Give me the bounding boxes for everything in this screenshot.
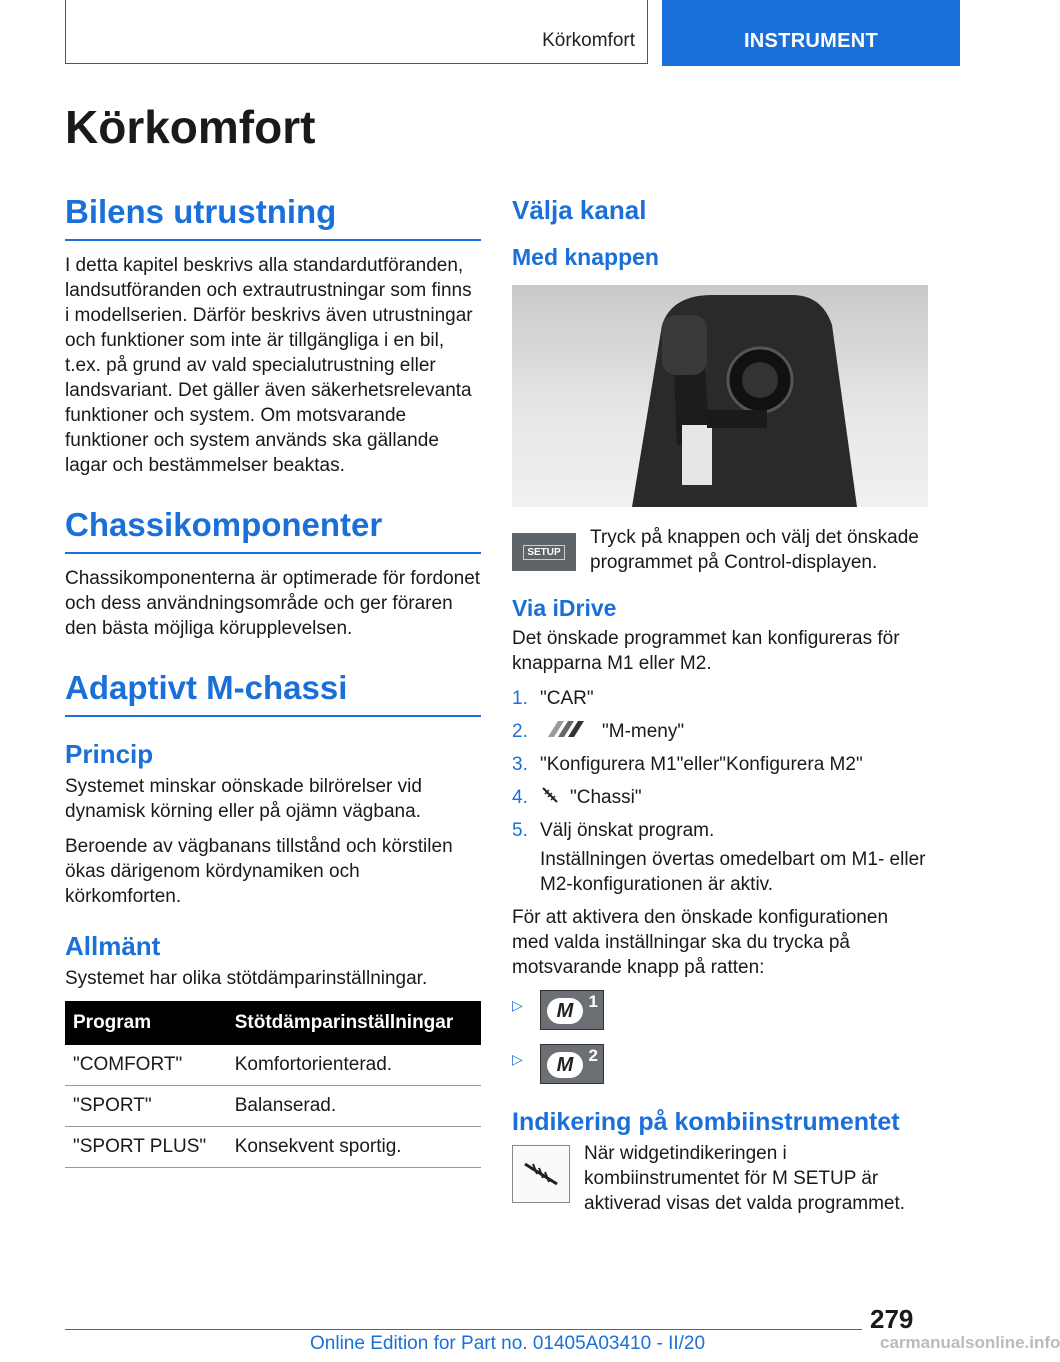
- paragraph-chassi: Chassikomponenterna är optimerade för fordonet och dess användningsområde och ger föraren den bästa möjliga körupplevelsen.: [65, 568, 481, 639]
- heading-adaptivt-m-chassi: Adaptivt M-chassi: [65, 669, 481, 717]
- page-title: Körkomfort: [65, 101, 316, 153]
- watermark: carmanualsonline.info: [880, 1333, 1060, 1352]
- paragraph-idrive: Det önskade programmet kan konfigureras för knapparna M1 eller M2.: [512, 628, 900, 674]
- table-cell: Balanserad.: [227, 1086, 481, 1127]
- steps-list: [512, 686, 928, 843]
- heading-princip: Princip: [65, 739, 154, 769]
- table-row: [65, 1045, 481, 1086]
- step-text: "Konfigurera M1"eller"Konfigurera M2": [540, 754, 863, 775]
- paragraph-princip-2: Beroende av vägbanans tillstånd och körstilen ökas därigenom kördynamiken och körkomforten.: [65, 836, 453, 907]
- paragraph-bilens: I detta kapitel beskrivs alla standardutföranden, landsutföranden och extrautrustningar som finns i modellserien. Därför beskrivs även utrustningar och funktioner som inte är tillgängliga i en bil, t.ex. på grund av vald specialutrustning eller landsvariant. Det gäller även säkerhetsrelevanta funktioner och system. Om motsvarande funktioner och system används ska gällande lagar och bestämmelser beaktas.: [65, 255, 473, 476]
- step-text: Välj önskat program.: [540, 820, 715, 841]
- damper-icon: [540, 785, 560, 805]
- header-chapter-tab[interactable]: [662, 0, 960, 66]
- table-cell: "SPORT": [65, 1086, 227, 1127]
- step-number: 5.: [512, 820, 528, 841]
- m1-row: [512, 990, 928, 1030]
- table-cell: "SPORT PLUS": [65, 1127, 227, 1168]
- setup-button-icon: [512, 533, 576, 571]
- table-cell: Komfortorienterad.: [227, 1045, 481, 1086]
- paragraph-indikering: När widgetindikeringen i kombiinstrumentet för M SETUP är aktiverad visas det valda programmet.: [584, 1143, 906, 1214]
- triangle-bullet-icon: ▷: [512, 997, 523, 1013]
- footer-divider: [65, 1329, 862, 1330]
- list-item: [512, 818, 928, 843]
- console-photo: [512, 285, 928, 507]
- heading-via-idrive: Via iDrive: [512, 595, 617, 621]
- table-header-row: [65, 1001, 481, 1045]
- heading-bilens-utrustning: Bilens utrustning: [65, 193, 481, 241]
- step-text: "M-meny": [602, 721, 685, 742]
- damper-symbol-icon: [513, 1146, 569, 1202]
- heading-chassikomponenter: Chassikomponenter: [65, 506, 481, 554]
- right-column: [512, 193, 928, 1226]
- step-number: 2.: [512, 721, 528, 742]
- table-header-program: Program: [65, 1001, 227, 1045]
- list-item: [512, 686, 928, 711]
- heading-valja-kanal: Välja kanal: [512, 195, 647, 225]
- m2-button-icon: [540, 1044, 604, 1084]
- heading-indikering: Indikering på kombiinstrumentet: [512, 1108, 900, 1136]
- table-header-settings: Stötdämparinställningar: [227, 1001, 481, 1045]
- indicator-row: [512, 1141, 928, 1226]
- center-console-illustration: [512, 285, 928, 507]
- table-row: [65, 1127, 481, 1168]
- m2-letter: M: [547, 1052, 583, 1078]
- m1-button-icon: [540, 990, 604, 1030]
- table-cell: Konsekvent sportig.: [227, 1127, 481, 1168]
- paragraph-princip-1: Systemet minskar oönskade bilrörelser vid dynamisk körning eller på ojämn vägbana.: [65, 776, 422, 822]
- header-tab-label: INSTRUMENT: [743, 30, 879, 52]
- triangle-bullet-icon: ▷: [512, 1051, 523, 1067]
- table-row: [65, 1086, 481, 1127]
- step-number: 3.: [512, 754, 528, 775]
- footer-edition: Online Edition for Part no. 01405A03410 - II/20: [310, 1333, 706, 1354]
- setup-button-row: [512, 525, 928, 575]
- step5-subtext: Inställningen övertas omedelbart om M1- eller M2-konfigurationen är aktiv.: [540, 849, 926, 895]
- list-item: [512, 785, 928, 810]
- damper-indicator-icon: [512, 1145, 570, 1203]
- step-text: "Chassi": [570, 787, 642, 808]
- m-stripes-icon: [540, 719, 588, 739]
- damper-settings-table: [65, 1001, 481, 1168]
- step-text: "CAR": [540, 688, 594, 709]
- heading-allmant: Allmänt: [65, 931, 161, 961]
- header-section-box: [65, 0, 648, 64]
- table-cell: "COMFORT": [65, 1045, 227, 1086]
- m1-letter: M: [547, 998, 583, 1024]
- list-item: [512, 752, 928, 777]
- list-item: [512, 719, 928, 744]
- m2-row: [512, 1044, 928, 1084]
- paragraph-allmant: Systemet har olika stötdämparinställningar.: [65, 968, 428, 989]
- m2-number: 2: [588, 1046, 598, 1065]
- paragraph-knappen: Tryck på knappen och välj det önskade programmet på Control-displayen.: [590, 527, 919, 573]
- m1-number: 1: [588, 992, 598, 1011]
- setup-button-label: SETUP: [523, 545, 564, 560]
- step-number: 1.: [512, 688, 528, 709]
- heading-med-knappen: Med knappen: [512, 244, 659, 270]
- header-section-label: Körkomfort: [542, 30, 635, 51]
- step-number: 4.: [512, 787, 528, 808]
- left-column: [65, 193, 481, 1168]
- page-number: 279: [870, 1304, 914, 1334]
- paragraph-aktivera: För att aktivera den önskade konfigurationen med valda inställningar ska du trycka på motsvarande knapp på ratten:: [512, 907, 889, 978]
